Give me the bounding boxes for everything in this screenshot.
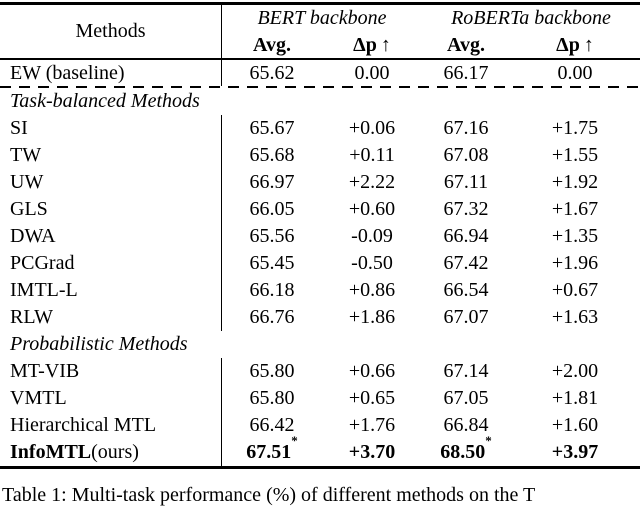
value-cell: 67.16 bbox=[443, 117, 489, 139]
value-cell: +3.97 bbox=[551, 441, 599, 463]
value-cell: +1.75 bbox=[551, 117, 599, 139]
value-cell: -0.09 bbox=[351, 225, 393, 247]
method-cell bbox=[0, 439, 222, 466]
value-cell: -0.50 bbox=[351, 252, 393, 274]
table-body bbox=[0, 60, 640, 469]
subheader-label: Δp bbox=[353, 33, 377, 56]
significance-asterisk: * bbox=[291, 432, 298, 448]
value-cell: +0.66 bbox=[348, 360, 396, 382]
table-caption: Table 1: Multi-task performance (%) of different methods on the T bbox=[2, 484, 536, 506]
method-cell bbox=[0, 196, 222, 223]
method-cell bbox=[0, 169, 222, 196]
value-cell: 67.05 bbox=[443, 387, 489, 409]
value-cell: 67.08 bbox=[443, 144, 489, 166]
table-row bbox=[0, 223, 640, 250]
value-cell: 66.17 bbox=[443, 61, 489, 84]
value-cell: +0.11 bbox=[349, 144, 395, 166]
table-row bbox=[0, 60, 640, 86]
up-arrow-icon: ↑ bbox=[583, 33, 594, 56]
value-cell: 67.14 bbox=[443, 360, 489, 382]
method-cell bbox=[0, 412, 222, 439]
method-name: PCGrad bbox=[10, 252, 75, 274]
method-cell bbox=[0, 358, 222, 385]
methods-column-header: Methods bbox=[0, 5, 222, 58]
method-name: Hierarchical MTL bbox=[10, 414, 157, 436]
table-row bbox=[0, 432, 640, 466]
table-row bbox=[0, 358, 640, 385]
value-cell: +0.86 bbox=[348, 279, 396, 301]
method-name: TW bbox=[10, 144, 42, 166]
table-header bbox=[0, 2, 640, 60]
value-cell: 67.07 bbox=[443, 306, 489, 328]
method-cell bbox=[0, 250, 222, 277]
subheader-label: Avg. bbox=[447, 33, 485, 56]
method-cell bbox=[0, 385, 222, 412]
subheader-label: Avg. bbox=[253, 33, 291, 56]
value-cell: 0.00 bbox=[557, 61, 593, 84]
value-cell: 67.11 bbox=[443, 171, 489, 193]
method-cell bbox=[0, 115, 222, 142]
table-row bbox=[0, 142, 640, 169]
value-cell: 65.56 bbox=[249, 225, 295, 247]
method-name: EW (baseline) bbox=[10, 61, 125, 84]
value-cell: 65.68 bbox=[249, 144, 295, 166]
value-cell: 65.80 bbox=[249, 387, 295, 409]
table-row bbox=[0, 277, 640, 304]
value-cell: +0.60 bbox=[348, 198, 396, 220]
value-cell: 66.76 bbox=[249, 306, 295, 328]
method-name: RLW bbox=[10, 306, 53, 328]
value-cell: +1.67 bbox=[551, 198, 599, 220]
method-name: VMTL bbox=[10, 387, 67, 409]
method-cell bbox=[0, 142, 222, 169]
subheader-deltap-bert bbox=[322, 32, 422, 58]
value-cell: 67.32 bbox=[443, 198, 489, 220]
table-row bbox=[0, 304, 640, 331]
up-arrow-icon: ↑ bbox=[380, 33, 391, 56]
value-cell: +3.70 bbox=[348, 441, 396, 463]
method-name: UW bbox=[10, 171, 44, 193]
value-cell: 66.84 bbox=[443, 414, 489, 436]
value-cell: 66.05 bbox=[249, 198, 295, 220]
value-cell: 66.42 bbox=[249, 414, 295, 436]
value-cell: +1.35 bbox=[551, 225, 599, 247]
method-suffix: (ours) bbox=[91, 441, 139, 463]
value-cell: 66.54 bbox=[443, 279, 489, 301]
section-header: Probabilistic Methods bbox=[10, 333, 188, 355]
table-row bbox=[0, 169, 640, 196]
section-header: Task-balanced Methods bbox=[10, 90, 200, 112]
value-cell: 65.62 bbox=[249, 61, 295, 84]
method-name: GLS bbox=[10, 198, 48, 220]
value-cell: 65.67 bbox=[249, 117, 295, 139]
value-cell: +1.55 bbox=[551, 144, 599, 166]
method-cell bbox=[0, 304, 222, 331]
table-row bbox=[0, 196, 640, 223]
table-row bbox=[0, 385, 640, 412]
subheader-deltap-roberta bbox=[510, 32, 640, 58]
value-cell: 67.51* bbox=[246, 432, 298, 463]
value-cell: 68.50* bbox=[440, 432, 492, 463]
value-cell: +1.76 bbox=[348, 414, 396, 436]
subheader-label: Δp bbox=[556, 33, 580, 56]
group-header-roberta-backbone: RoBERTa backbone bbox=[451, 7, 611, 29]
table-row bbox=[0, 250, 640, 277]
subheader-avg-roberta bbox=[422, 32, 510, 58]
method-name: MT-VIB bbox=[10, 360, 80, 382]
value-cell: +1.63 bbox=[551, 306, 599, 328]
method-name: InfoMTL bbox=[10, 441, 92, 463]
results-table bbox=[0, 2, 640, 469]
method-cell bbox=[0, 277, 222, 304]
value-cell: +0.65 bbox=[348, 387, 396, 409]
table-row bbox=[0, 115, 640, 142]
value-cell: +1.60 bbox=[551, 414, 599, 436]
method-name: IMTL-L bbox=[10, 279, 78, 301]
value-cell: +2.22 bbox=[348, 171, 396, 193]
method-name: DWA bbox=[10, 225, 56, 247]
value-cell: 65.80 bbox=[249, 360, 295, 382]
value-cell: +1.86 bbox=[348, 306, 396, 328]
value-cell: 66.94 bbox=[443, 225, 489, 247]
method-cell bbox=[0, 60, 222, 86]
value-cell: +2.00 bbox=[551, 360, 599, 382]
value-cell: 66.97 bbox=[249, 171, 295, 193]
method-name: SI bbox=[10, 117, 28, 139]
value-cell: +0.06 bbox=[348, 117, 396, 139]
value-cell: 0.00 bbox=[354, 61, 390, 84]
value-cell: +1.81 bbox=[551, 387, 599, 409]
table-row bbox=[0, 412, 640, 439]
value-cell: 67.42 bbox=[443, 252, 489, 274]
value-cell: +0.67 bbox=[551, 279, 599, 301]
value-cell: 65.45 bbox=[249, 252, 295, 274]
value-cell: 66.18 bbox=[249, 279, 295, 301]
value-cell: +1.92 bbox=[551, 171, 599, 193]
group-header-bert-backbone: BERT backbone bbox=[257, 7, 387, 29]
significance-asterisk: * bbox=[485, 432, 492, 448]
method-cell bbox=[0, 223, 222, 250]
subheader-avg-bert bbox=[222, 32, 322, 58]
value-cell: +1.96 bbox=[551, 252, 599, 274]
